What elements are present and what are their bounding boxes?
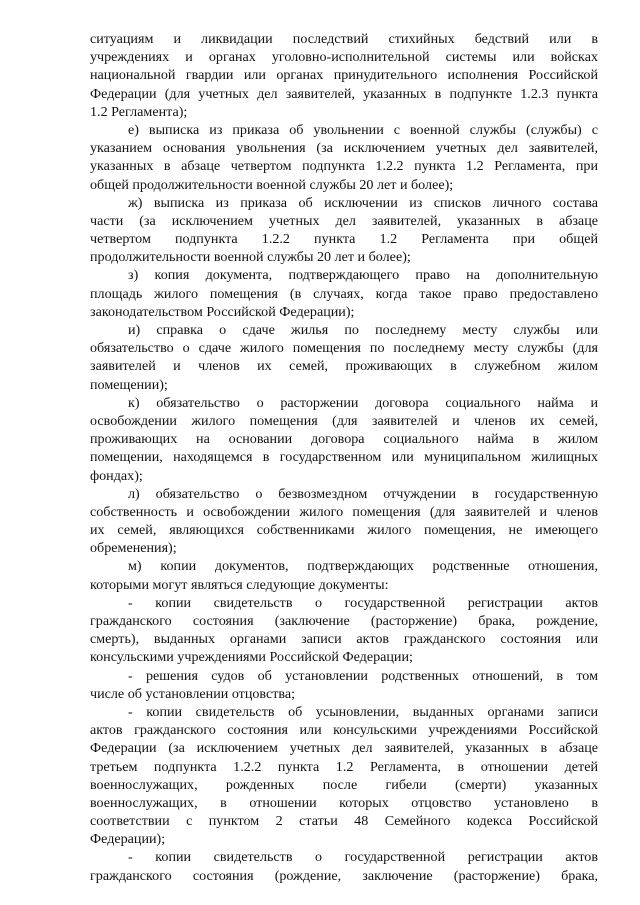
document-line: Федерации (для учетных дел заявителей, указанных в подпункте 1.2.3 пункта — [90, 85, 598, 102]
document-line: их семей, являющихся собственниками жилого помещения, не имеющего — [90, 522, 598, 539]
document-line: и) справка о сдаче жилья по последнему месту службы или — [128, 322, 598, 338]
document-body-text — [90, 30, 598, 885]
document-line: актов гражданского состояния или консульскими учреждениями Российской — [90, 722, 598, 739]
document-line: учреждениях и органах уголовно-исполнительной системы или войсках — [90, 49, 598, 66]
document-line: обременения); — [90, 540, 177, 557]
document-line: соответствии с пунктом 2 статьи 48 Семейного кодекса Российской — [90, 813, 598, 830]
document-line: з) копия документа, подтверждающего право на дополнительную — [128, 267, 598, 284]
document-line: л) обязательство о безвозмездном отчуждении в государственную — [128, 485, 598, 502]
document-line: освобождении жилого помещения (для заявителей и членов их семей, — [90, 412, 598, 429]
document-line: - решения судов об установлении родственных отношений, в том — [128, 667, 598, 684]
document-line: военнослужащих, рожденных после гибели (смерти) указанных — [90, 776, 598, 793]
document-line: помещении); — [90, 376, 168, 393]
document-line: м) копии документов, подтверждающих родственные отношения, — [128, 558, 598, 575]
document-line: продолжительности военной службы 20 лет и более); — [90, 249, 411, 266]
document-line: собственность и освобождении жилого помещения (для заявителей и членов — [90, 503, 598, 520]
document-line: 1.2 Регламента); — [90, 103, 188, 120]
document-line: фондах); — [90, 467, 143, 484]
document-line: к) обязательство о расторжении договора социального найма и — [128, 394, 598, 411]
document-line: указанных в абзаце четвертом подпункта 1.2.2 пункта 1.2 Регламента, при — [90, 158, 598, 175]
document-line: - копии свидетельств об усыновлении, выданных органами записи — [128, 703, 598, 720]
document-line: обязательство о сдаче жилого помещения по последнему месту службы (для — [90, 340, 598, 357]
document-line: помещении, находящемся в государственном или муниципальном жилищных — [90, 449, 598, 466]
document-line: части (за исключением учетных дел заявителей, указанных в абзаце — [90, 212, 598, 229]
document-line: военнослужащих, в отношении которых отцовство установлено в — [90, 794, 598, 811]
document-line: числе об установлении отцовства; — [90, 685, 296, 702]
document-line: законодательством Российской Федерации); — [90, 303, 355, 320]
document-line: гражданского состояния (рождение, заключение (расторжение) брака, — [90, 867, 598, 884]
document-line: национальной гвардии или органах принудительного исполнения Российской — [90, 67, 598, 84]
document-line: ситуациям и ликвидации последствий стихийных бедствий или в — [90, 31, 598, 47]
document-line: Федерации); — [90, 831, 166, 848]
document-line: - копии свидетельств о государственной регистрации актов — [128, 594, 598, 611]
document-line: которыми могут являться следующие документы: — [90, 576, 389, 593]
document-line: заявителей и членов их семей, проживающих в служебном жилом — [90, 358, 598, 375]
document-line: Федерации (за исключением учетных дел заявителей, указанных в абзаце — [90, 740, 598, 757]
document-line: смерть), выданных органами записи актов гражданского состояния или — [90, 631, 598, 648]
document-line: площадь жилого помещения (в случаях, когда такое право предоставлено — [90, 285, 598, 302]
document-line: третьем подпункта 1.2.2 пункта 1.2 Регламента, в отношении детей — [90, 758, 598, 775]
document-line: проживающих на основании договора социального найма в жилом — [90, 431, 598, 448]
document-line: четвертом подпункта 1.2.2 пункта 1.2 Регламента при общей — [90, 231, 598, 248]
document-line: е) выписка из приказа об увольнении с военной службы (службы) с — [128, 121, 598, 138]
document-line: ж) выписка из приказа об исключении из списков личного состава — [128, 194, 598, 211]
document-line: гражданского состояния (заключение (расторжение) брака, рождение, — [90, 613, 598, 629]
document-line: консульскими учреждениями Российской Федерации; — [90, 649, 413, 666]
document-line: общей продолжительности военной службы 20 лет и более); — [90, 176, 454, 193]
document-line: - копии свидетельств о государственной регистрации актов — [128, 849, 598, 866]
document-line: указанием основания увольнения (за исключением учетных дел заявителей, — [90, 140, 598, 157]
